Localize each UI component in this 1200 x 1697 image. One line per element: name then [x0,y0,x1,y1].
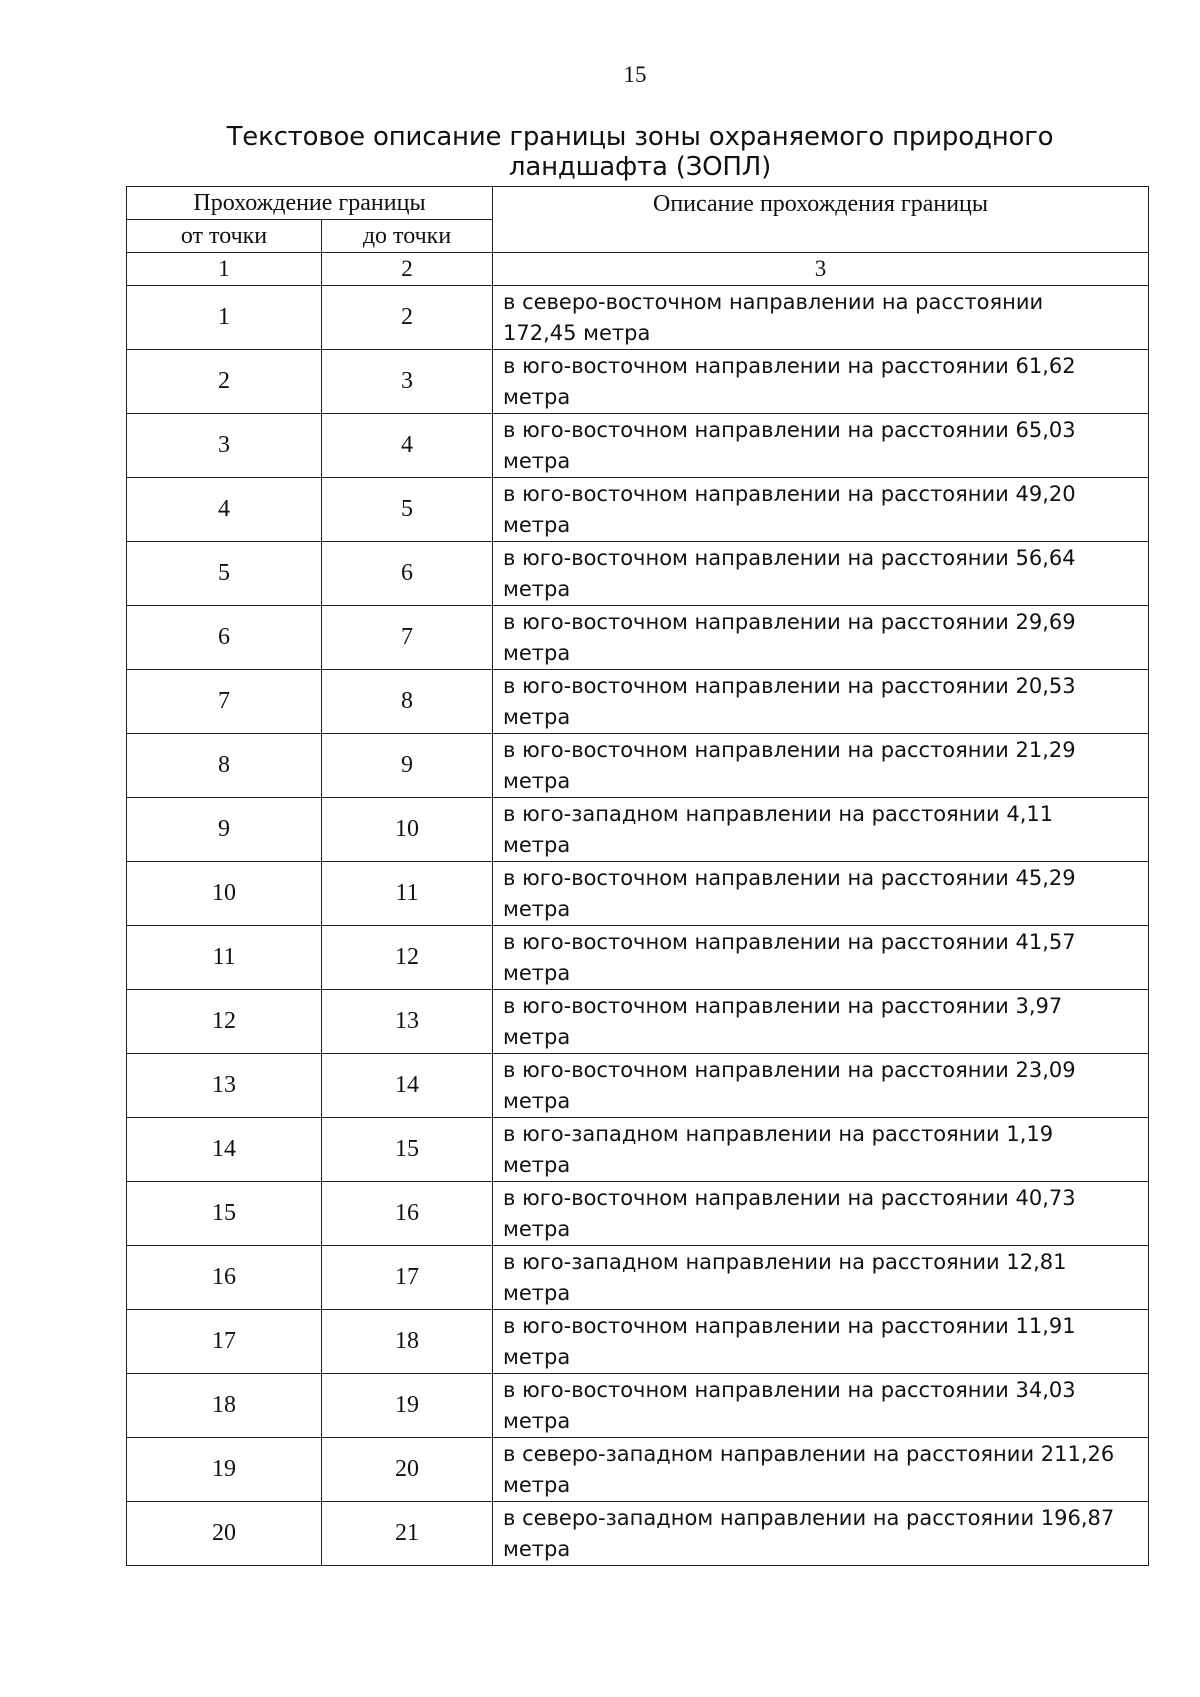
table-row [127,1310,1149,1374]
column-number: 3 [493,253,1149,286]
column-number-row [127,253,1149,286]
header-to-point: до точки [322,220,493,253]
to-point-cell: 16 [322,1182,493,1246]
table-row [127,350,1149,414]
description-line: метра [503,1216,571,1241]
description-line: в юго-восточном направлении на расстоянии 56,64 [503,545,1076,570]
description-cell [493,1182,1149,1246]
description-line: метра [503,576,571,601]
description-line: в юго-восточном направлении на расстоянии 23,09 [503,1057,1076,1082]
to-point-cell: 13 [322,990,493,1054]
table-row [127,1374,1149,1438]
description-line: метра [503,896,571,921]
to-point-cell: 8 [322,670,493,734]
from-point-cell: 17 [127,1310,322,1374]
description-cell [493,734,1149,798]
header-from-point: от точки [127,220,322,253]
table-row [127,734,1149,798]
from-point-cell: 10 [127,862,322,926]
description-cell [493,1246,1149,1310]
to-point-cell: 17 [322,1246,493,1310]
description-line: метра [503,640,571,665]
from-point-cell: 12 [127,990,322,1054]
to-point-cell: 4 [322,414,493,478]
header-description: Описание прохождения границы [493,187,1149,253]
description-cell [493,542,1149,606]
description-cell [493,606,1149,670]
description-line: в юго-восточном направлении на расстоянии 61,62 [503,353,1076,378]
from-point-cell: 7 [127,670,322,734]
table-row [127,1246,1149,1310]
description-line: в юго-восточном направлении на расстоянии 21,29 [503,737,1076,762]
table-row [127,990,1149,1054]
description-line: в юго-западном направлении на расстоянии 4,11 [503,801,1054,826]
description-cell [493,414,1149,478]
table-row [127,926,1149,990]
table-row [127,670,1149,734]
description-cell [493,1438,1149,1502]
description-line: в северо-восточном направлении на расстоянии [503,289,1044,314]
from-point-cell: 1 [127,286,322,350]
description-line: в юго-восточном направлении на расстоянии 11,91 [503,1313,1076,1338]
description-line: метра [503,768,571,793]
description-line: в северо-западном направлении на расстоянии 196,87 [503,1505,1115,1530]
description-cell [493,862,1149,926]
from-point-cell: 3 [127,414,322,478]
description-line: в юго-западном направлении на расстоянии 12,81 [503,1249,1067,1274]
table-row [127,1438,1149,1502]
description-line: в юго-восточном направлении на расстоянии 40,73 [503,1185,1076,1210]
to-point-cell: 9 [322,734,493,798]
description-cell [493,990,1149,1054]
description-cell [493,286,1149,350]
description-line: в юго-восточном направлении на расстоянии 20,53 [503,673,1076,698]
table-row [127,606,1149,670]
description-cell [493,1502,1149,1566]
description-line: в юго-восточном направлении на расстоянии 45,29 [503,865,1076,890]
header-boundary-passage: Прохождение границы [127,187,493,220]
from-point-cell: 5 [127,542,322,606]
table-row [127,286,1149,350]
from-point-cell: 18 [127,1374,322,1438]
table-row [127,1182,1149,1246]
from-point-cell: 14 [127,1118,322,1182]
from-point-cell: 13 [127,1054,322,1118]
table-row [127,862,1149,926]
from-point-cell: 11 [127,926,322,990]
to-point-cell: 10 [322,798,493,862]
description-line: метра [503,1024,571,1049]
description-line: в юго-восточном направлении на расстоянии 49,20 [503,481,1076,506]
description-line: метра [503,1472,571,1497]
to-point-cell: 2 [322,286,493,350]
description-line: 172,45 метра [503,320,651,345]
description-cell [493,670,1149,734]
description-cell [493,350,1149,414]
table-row [127,798,1149,862]
from-point-cell: 9 [127,798,322,862]
description-cell [493,1310,1149,1374]
description-line: метра [503,1408,571,1433]
description-cell [493,926,1149,990]
description-line: метра [503,1088,571,1113]
column-number: 2 [322,253,493,286]
to-point-cell: 6 [322,542,493,606]
description-line: метра [503,1536,571,1561]
description-line: метра [503,832,571,857]
description-line: метра [503,960,571,985]
table-row [127,1054,1149,1118]
to-point-cell: 19 [322,1374,493,1438]
table-row [127,414,1149,478]
table-row [127,1118,1149,1182]
to-point-cell: 12 [322,926,493,990]
from-point-cell: 20 [127,1502,322,1566]
to-point-cell: 7 [322,606,493,670]
description-cell [493,1054,1149,1118]
description-cell [493,478,1149,542]
to-point-cell: 18 [322,1310,493,1374]
description-line: в юго-восточном направлении на расстоянии 29,69 [503,609,1076,634]
description-line: метра [503,448,571,473]
from-point-cell: 6 [127,606,322,670]
description-line: в северо-западном направлении на расстоянии 211,26 [503,1441,1115,1466]
table-header-row [127,187,1149,220]
description-line: метра [503,1280,571,1305]
description-line: в юго-западном направлении на расстоянии 1,19 [503,1121,1054,1146]
to-point-cell: 5 [322,478,493,542]
description-cell [493,1118,1149,1182]
from-point-cell: 8 [127,734,322,798]
description-line: метра [503,1344,571,1369]
to-point-cell: 14 [322,1054,493,1118]
description-line: в юго-восточном направлении на расстоянии 3,97 [503,993,1063,1018]
document-title: Текстовое описание границы зоны охраняемого природного ландшафта (ЗОПЛ) [226,122,1054,182]
to-point-cell: 3 [322,350,493,414]
boundary-table [126,186,1149,1566]
to-point-cell: 11 [322,862,493,926]
to-point-cell: 15 [322,1118,493,1182]
description-line: в юго-восточном направлении на расстоянии 34,03 [503,1377,1076,1402]
description-line: метра [503,384,571,409]
description-line: метра [503,512,571,537]
from-point-cell: 16 [127,1246,322,1310]
description-line: в юго-восточном направлении на расстоянии 65,03 [503,417,1076,442]
table-row [127,542,1149,606]
table-row [127,1502,1149,1566]
column-number: 1 [127,253,322,286]
from-point-cell: 15 [127,1182,322,1246]
to-point-cell: 21 [322,1502,493,1566]
from-point-cell: 2 [127,350,322,414]
description-line: метра [503,704,571,729]
description-cell [493,1374,1149,1438]
description-cell [493,798,1149,862]
from-point-cell: 4 [127,478,322,542]
description-line: метра [503,1152,571,1177]
table-row [127,478,1149,542]
from-point-cell: 19 [127,1438,322,1502]
page-number: 15 [623,62,647,87]
to-point-cell: 20 [322,1438,493,1502]
description-line: в юго-восточном направлении на расстоянии 41,57 [503,929,1076,954]
